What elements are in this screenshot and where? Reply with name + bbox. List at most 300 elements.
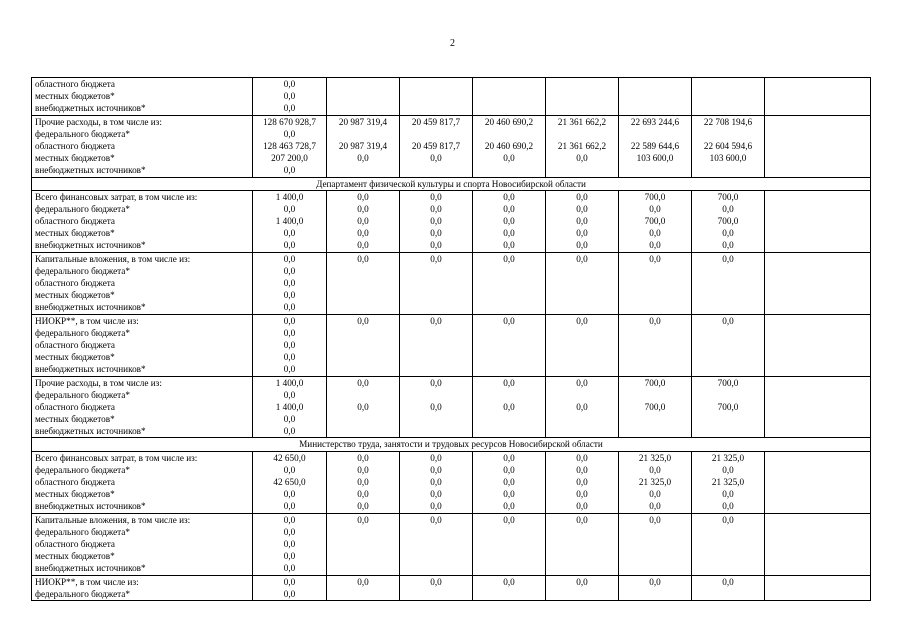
cell-value: 0,0 xyxy=(576,501,588,512)
row-label: областного бюджета xyxy=(35,339,115,350)
row-label: областного бюджета xyxy=(35,538,115,549)
value-cell xyxy=(253,252,327,314)
value-cell xyxy=(546,513,619,575)
cell-value: 0,0 xyxy=(283,128,296,139)
value-cell xyxy=(546,376,619,438)
cell-value: 0,0 xyxy=(357,228,369,239)
cell-value: 0,0 xyxy=(430,253,442,264)
row-label: Прочие расходы, в том числе из: xyxy=(35,377,162,388)
value-cell xyxy=(692,252,765,314)
row-label: Всего финансовых затрат, в том числе из: xyxy=(35,452,198,463)
value-cell xyxy=(546,575,619,600)
cell-value: 0,0 xyxy=(283,464,296,475)
row-label: федерального бюджета* xyxy=(35,327,130,338)
cell-value: 0,0 xyxy=(357,203,369,214)
cell-value xyxy=(619,413,691,425)
cell-value xyxy=(692,425,764,437)
row-label-cell xyxy=(32,451,253,513)
cell-value: 0,0 xyxy=(357,477,369,488)
table-row xyxy=(32,314,871,376)
cell-value: 0,0 xyxy=(722,203,734,214)
cell-value xyxy=(619,389,691,401)
cell-value: 0,0 xyxy=(283,103,296,114)
cell-value: 0,0 xyxy=(283,563,296,574)
value-cell xyxy=(253,78,327,116)
cell-value: 0,0 xyxy=(283,253,296,264)
row-label-cell xyxy=(32,314,253,376)
row-label: внебюджетных источников* xyxy=(35,426,146,437)
row-label-cell xyxy=(32,376,253,438)
cell-value: 128 463 728,7 xyxy=(263,140,316,151)
cell-value: 0,0 xyxy=(430,315,442,326)
cell-value: 207 200,0 xyxy=(271,153,308,164)
cell-value: 700,0 xyxy=(644,191,666,202)
cell-value: 700,0 xyxy=(717,191,739,202)
cell-value: 0,0 xyxy=(283,278,296,289)
row-label: местных бюджетов* xyxy=(35,352,115,363)
cell-value: 0,0 xyxy=(649,489,661,500)
value-cell xyxy=(327,190,400,252)
row-label-cell xyxy=(32,252,253,314)
cell-value: 20 460 690,2 xyxy=(484,116,534,127)
value-cell xyxy=(253,451,327,513)
cell-value: 103 600,0 xyxy=(709,153,747,164)
row-label-cell xyxy=(32,575,253,600)
cell-value: 0,0 xyxy=(283,228,296,239)
cell-value: 0,0 xyxy=(649,203,661,214)
cell-value xyxy=(473,425,545,437)
cell-value: 0,0 xyxy=(649,240,661,251)
cell-value xyxy=(400,389,472,401)
cell-value: 21 361 662,2 xyxy=(557,116,607,127)
cell-value: 0,0 xyxy=(649,514,661,525)
cell-value: 0,0 xyxy=(283,240,296,251)
cell-value: 700,0 xyxy=(644,216,666,227)
cell-value xyxy=(619,128,691,140)
cell-value: 21 325,0 xyxy=(711,452,745,463)
value-cell xyxy=(327,115,400,177)
value-cell xyxy=(473,314,546,376)
table-row xyxy=(32,451,871,513)
value-cell xyxy=(765,451,871,513)
cell-value: 0,0 xyxy=(503,153,515,164)
row-label: областного бюджета xyxy=(35,401,115,412)
value-cell xyxy=(692,513,765,575)
value-cell xyxy=(546,314,619,376)
row-label: местных бюджетов* xyxy=(35,91,115,102)
row-label: федерального бюджета* xyxy=(35,464,130,475)
value-cell xyxy=(473,252,546,314)
value-cell xyxy=(692,190,765,252)
cell-value: 0,0 xyxy=(576,452,588,463)
value-cell xyxy=(400,451,473,513)
cell-value: 0,0 xyxy=(430,240,442,251)
value-cell xyxy=(327,314,400,376)
cell-value: 0,0 xyxy=(283,414,296,425)
value-cell xyxy=(400,314,473,376)
cell-value: 0,0 xyxy=(722,228,734,239)
cell-value: 700,0 xyxy=(717,216,739,227)
cell-value: 0,0 xyxy=(283,352,296,363)
value-cell xyxy=(327,78,400,116)
cell-value: 0,0 xyxy=(357,514,369,525)
cell-value: 0,0 xyxy=(430,501,442,512)
cell-value: 700,0 xyxy=(644,377,666,388)
row-label: местных бюджетов* xyxy=(35,153,115,164)
value-cell xyxy=(400,190,473,252)
cell-value xyxy=(473,413,545,425)
row-label: местных бюджетов* xyxy=(35,551,115,562)
cell-value xyxy=(473,128,545,140)
cell-value: 0,0 xyxy=(503,501,515,512)
value-cell xyxy=(765,115,871,177)
table-row xyxy=(32,115,871,177)
cell-value: 0,0 xyxy=(357,489,369,500)
cell-value: 0,0 xyxy=(283,526,296,537)
row-label-cell xyxy=(32,78,253,116)
cell-value xyxy=(400,413,472,425)
cell-value xyxy=(692,164,764,176)
value-cell xyxy=(327,513,400,575)
cell-value: 20 987 319,4 xyxy=(338,116,388,127)
value-cell xyxy=(253,376,327,438)
cell-value: 0,0 xyxy=(649,464,661,475)
value-cell xyxy=(546,115,619,177)
row-label: внебюджетных источников* xyxy=(35,240,146,251)
value-cell xyxy=(546,451,619,513)
cell-value: 21 361 662,2 xyxy=(557,140,607,151)
cell-value: 22 693 244,6 xyxy=(630,116,680,127)
value-cell xyxy=(692,451,765,513)
cell-value xyxy=(327,425,399,437)
cell-value: 0,0 xyxy=(503,401,515,412)
row-label-cell xyxy=(32,190,253,252)
cell-value: 0,0 xyxy=(430,576,442,587)
cell-value: 0,0 xyxy=(503,452,515,463)
department-title: Министерство труда, занятости и трудовых ресурсов Новосибирской области xyxy=(32,438,871,451)
cell-value: 0,0 xyxy=(722,514,734,525)
cell-value: 0,0 xyxy=(649,253,661,264)
value-cell xyxy=(327,575,400,600)
row-label: местных бюджетов* xyxy=(35,489,115,500)
cell-value: 20 460 690,2 xyxy=(484,140,534,151)
cell-value: 21 325,0 xyxy=(711,477,745,488)
cell-value: 0,0 xyxy=(283,576,296,587)
cell-value: 42 650,0 xyxy=(273,477,306,488)
cell-value xyxy=(327,389,399,401)
value-cell xyxy=(327,252,400,314)
cell-value: 1 400,0 xyxy=(275,216,304,227)
row-label: федерального бюджета* xyxy=(35,526,130,537)
table-row xyxy=(32,376,871,438)
value-cell xyxy=(473,78,546,116)
cell-value: 0,0 xyxy=(576,576,588,587)
cell-value: 0,0 xyxy=(576,377,588,388)
cell-value: 20 459 817,7 xyxy=(411,116,461,127)
cell-value: 1 400,0 xyxy=(275,191,304,202)
cell-value: 0,0 xyxy=(722,240,734,251)
value-cell xyxy=(619,314,692,376)
cell-value: 0,0 xyxy=(357,464,369,475)
table-row xyxy=(32,78,871,116)
value-cell xyxy=(619,252,692,314)
cell-value: 0,0 xyxy=(576,228,588,239)
cell-value: 0,0 xyxy=(503,203,515,214)
cell-value: 22 589 644,6 xyxy=(630,140,680,151)
cell-value: 0,0 xyxy=(430,464,442,475)
cell-value xyxy=(546,425,618,437)
cell-value: 0,0 xyxy=(283,501,296,512)
cell-value xyxy=(692,413,764,425)
cell-value: 0,0 xyxy=(503,191,515,202)
cell-value: 0,0 xyxy=(576,401,588,412)
cell-value: 21 325,0 xyxy=(638,477,672,488)
value-cell xyxy=(692,115,765,177)
cell-value: 0,0 xyxy=(357,191,369,202)
cell-value: 0,0 xyxy=(503,377,515,388)
table-row xyxy=(32,513,871,575)
cell-value xyxy=(400,164,472,176)
value-cell xyxy=(692,78,765,116)
cell-value: 0,0 xyxy=(576,514,588,525)
cell-value: 0,0 xyxy=(283,588,296,599)
cell-value: 0,0 xyxy=(503,228,515,239)
cell-value: 0,0 xyxy=(357,452,369,463)
budget-table xyxy=(31,77,871,601)
row-label: областного бюджета xyxy=(35,278,115,289)
cell-value: 0,0 xyxy=(357,501,369,512)
cell-value xyxy=(327,164,399,176)
cell-value: 700,0 xyxy=(717,377,739,388)
cell-value: 42 650,0 xyxy=(273,452,306,463)
value-cell xyxy=(473,575,546,600)
cell-value: 0,0 xyxy=(576,153,588,164)
cell-value: 0,0 xyxy=(576,477,588,488)
row-label: внебюджетных источников* xyxy=(35,563,146,574)
cell-value: 0,0 xyxy=(283,290,296,301)
value-cell xyxy=(400,376,473,438)
cell-value: 0,0 xyxy=(357,153,369,164)
value-cell xyxy=(765,575,871,600)
cell-value: 0,0 xyxy=(503,489,515,500)
row-label: федерального бюджета* xyxy=(35,588,130,599)
row-label: Всего финансовых затрат, в том числе из: xyxy=(35,191,198,202)
row-label: федерального бюджета* xyxy=(35,265,130,276)
value-cell xyxy=(546,252,619,314)
value-cell xyxy=(619,78,692,116)
value-cell xyxy=(619,575,692,600)
cell-value: 700,0 xyxy=(644,401,666,412)
row-label: внебюджетных источников* xyxy=(35,501,146,512)
row-label: Капитальные вложения, в том числе из: xyxy=(35,514,191,525)
row-label: местных бюджетов* xyxy=(35,414,115,425)
cell-value: 0,0 xyxy=(503,253,515,264)
row-label: федерального бюджета* xyxy=(35,203,130,214)
value-cell xyxy=(765,252,871,314)
cell-value: 0,0 xyxy=(503,477,515,488)
cell-value: 0,0 xyxy=(283,514,296,525)
cell-value: 0,0 xyxy=(357,253,369,264)
row-label: внебюджетных источников* xyxy=(35,165,146,176)
value-cell xyxy=(253,513,327,575)
value-cell xyxy=(253,115,327,177)
value-cell xyxy=(400,78,473,116)
value-cell xyxy=(253,575,327,600)
row-label: внебюджетных источников* xyxy=(35,103,146,114)
cell-value: 0,0 xyxy=(503,464,515,475)
cell-value: 1 400,0 xyxy=(275,401,304,412)
cell-value: 0,0 xyxy=(430,228,442,239)
value-cell xyxy=(473,190,546,252)
cell-value: 0,0 xyxy=(576,315,588,326)
cell-value: 0,0 xyxy=(283,364,296,375)
cell-value: 0,0 xyxy=(430,153,442,164)
cell-value xyxy=(400,425,472,437)
cell-value: 22 708 194,6 xyxy=(703,116,753,127)
value-cell xyxy=(619,376,692,438)
department-row xyxy=(32,438,871,451)
row-label: областного бюджета xyxy=(35,216,115,227)
cell-value: 0,0 xyxy=(283,551,296,562)
cell-value: 0,0 xyxy=(430,514,442,525)
value-cell xyxy=(692,575,765,600)
department-row xyxy=(32,177,871,190)
row-label: Капитальные вложения, в том числе из: xyxy=(35,253,191,264)
cell-value: 0,0 xyxy=(283,489,296,500)
cell-value: 0,0 xyxy=(357,401,369,412)
value-cell xyxy=(692,314,765,376)
value-cell xyxy=(765,190,871,252)
row-label: НИОКР**, в том числе из: xyxy=(35,315,139,326)
value-cell xyxy=(473,451,546,513)
value-cell xyxy=(619,513,692,575)
value-cell xyxy=(473,513,546,575)
cell-value: 0,0 xyxy=(430,203,442,214)
cell-value xyxy=(546,164,618,176)
cell-value xyxy=(619,164,691,176)
cell-value: 0,0 xyxy=(430,452,442,463)
cell-value: 20 459 817,7 xyxy=(411,140,461,151)
cell-value: 0,0 xyxy=(283,315,296,326)
cell-value: 0,0 xyxy=(283,91,296,102)
value-cell xyxy=(765,376,871,438)
cell-value: 0,0 xyxy=(503,216,515,227)
cell-value xyxy=(546,128,618,140)
row-label: областного бюджета xyxy=(35,477,115,488)
cell-value: 0,0 xyxy=(283,426,296,437)
cell-value: 0,0 xyxy=(722,489,734,500)
cell-value: 0,0 xyxy=(649,315,661,326)
table-row xyxy=(32,575,871,600)
cell-value: 0,0 xyxy=(576,489,588,500)
value-cell xyxy=(400,252,473,314)
cell-value: 0,0 xyxy=(722,576,734,587)
row-label: федерального бюджета* xyxy=(35,389,130,400)
cell-value: 0,0 xyxy=(283,339,296,350)
cell-value: 0,0 xyxy=(503,315,515,326)
value-cell xyxy=(327,376,400,438)
cell-value: 0,0 xyxy=(430,377,442,388)
cell-value xyxy=(546,413,618,425)
value-cell xyxy=(692,376,765,438)
cell-value: 0,0 xyxy=(283,165,296,176)
cell-value: 700,0 xyxy=(717,401,739,412)
row-label: НИОКР**, в том числе из: xyxy=(35,576,139,587)
cell-value: 0,0 xyxy=(576,464,588,475)
cell-value: 0,0 xyxy=(722,464,734,475)
value-cell xyxy=(619,190,692,252)
value-cell xyxy=(253,190,327,252)
cell-value: 0,0 xyxy=(576,253,588,264)
value-cell xyxy=(473,376,546,438)
cell-value xyxy=(692,128,764,140)
cell-value: 0,0 xyxy=(357,315,369,326)
row-label: областного бюджета xyxy=(35,79,115,89)
cell-value: 0,0 xyxy=(357,216,369,227)
value-cell xyxy=(619,115,692,177)
cell-value xyxy=(473,389,545,401)
cell-value xyxy=(400,128,472,140)
cell-value: 0,0 xyxy=(430,489,442,500)
cell-value: 0,0 xyxy=(283,203,296,214)
cell-value: 0,0 xyxy=(283,265,296,276)
cell-value: 128 670 928,7 xyxy=(263,116,316,127)
cell-value: 0,0 xyxy=(283,389,296,400)
value-cell xyxy=(400,513,473,575)
value-cell xyxy=(619,451,692,513)
cell-value: 0,0 xyxy=(283,302,296,313)
cell-value: 0,0 xyxy=(576,191,588,202)
cell-value xyxy=(546,389,618,401)
cell-value xyxy=(327,128,399,140)
row-label: Прочие расходы, в том числе из: xyxy=(35,116,162,127)
row-label: местных бюджетов* xyxy=(35,290,115,301)
cell-value: 0,0 xyxy=(430,477,442,488)
cell-value xyxy=(473,164,545,176)
cell-value: 0,0 xyxy=(430,401,442,412)
row-label: местных бюджетов* xyxy=(35,228,115,239)
row-label-cell xyxy=(32,513,253,575)
cell-value: 0,0 xyxy=(649,576,661,587)
page-number: 2 xyxy=(450,38,455,49)
row-label: внебюджетных источников* xyxy=(35,302,146,313)
value-cell xyxy=(253,314,327,376)
cell-value: 0,0 xyxy=(649,501,661,512)
value-cell xyxy=(546,190,619,252)
value-cell xyxy=(765,78,871,116)
row-label: областного бюджета xyxy=(35,140,115,151)
value-cell xyxy=(327,451,400,513)
cell-value: 0,0 xyxy=(576,203,588,214)
cell-value: 0,0 xyxy=(503,240,515,251)
value-cell xyxy=(473,115,546,177)
cell-value: 22 604 594,6 xyxy=(703,140,753,151)
cell-value xyxy=(692,389,764,401)
cell-value: 0,0 xyxy=(503,514,515,525)
cell-value: 0,0 xyxy=(357,240,369,251)
row-label-cell xyxy=(32,115,253,177)
value-cell xyxy=(400,575,473,600)
cell-value: 0,0 xyxy=(283,327,296,338)
cell-value: 1 400,0 xyxy=(275,377,304,388)
cell-value xyxy=(619,425,691,437)
cell-value: 0,0 xyxy=(430,216,442,227)
value-cell xyxy=(400,115,473,177)
cell-value xyxy=(327,413,399,425)
cell-value: 0,0 xyxy=(576,240,588,251)
cell-value: 0,0 xyxy=(357,576,369,587)
cell-value: 0,0 xyxy=(283,538,296,549)
